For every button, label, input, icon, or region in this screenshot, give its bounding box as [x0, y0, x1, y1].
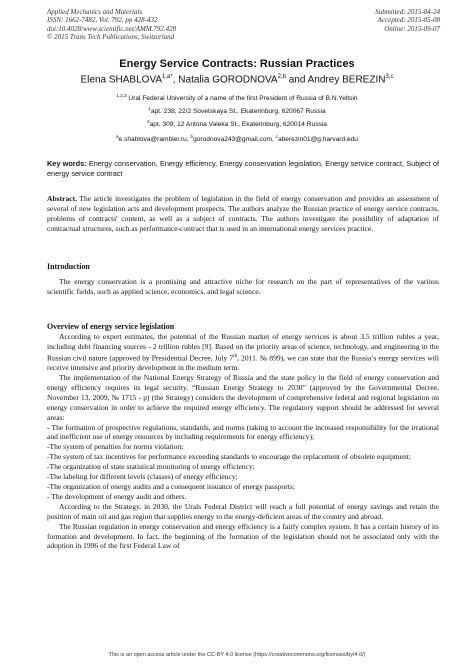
paper-title: Energy Service Contracts: Russian Practices: [119, 58, 355, 70]
list-item: -The labeling for different levels (classes) of energy efficiency;: [47, 472, 238, 482]
paragraph-text: , 2011. № 899), we can state that the Russia’s energy services will receive intensive and priority development in the medium term.: [47, 353, 439, 373]
overview-section: [47, 322, 439, 551]
email-marker: a: [116, 134, 119, 139]
author-emails: [20, 134, 454, 143]
author-separator: and: [285, 74, 308, 86]
overview-paragraph-1: [47, 332, 439, 373]
abstract-section: [47, 194, 439, 234]
abstract-label: Abstract.: [47, 194, 77, 203]
list-item: -The organization of energy audits and a consequent issuance of energy passports;: [47, 482, 295, 492]
author-name: Elena SHABLOVA: [80, 74, 163, 86]
affiliation-address-2: [20, 119, 454, 128]
keywords-text: Energy conservation, Energy efficiency, Energy conservation legislation, Energy service contract, Subject of energy service contract: [47, 159, 439, 178]
list-item: -The system of penalties for norms violation;: [47, 442, 184, 452]
author-superscript: 3,c: [385, 74, 394, 80]
overview-paragraph-4: The Russian regulation in energy conservation and energy efficiency is a fairly complex system. It has a certain history of its formation and development. In fact, the beginning of the formation of the legislation should not be associated only with the adoption in 1996 of the first Federal Law of: [47, 521, 439, 551]
affiliation-university: [20, 93, 454, 102]
author-separator: ,: [172, 74, 179, 86]
list-item: - The development of energy audit and others.: [47, 491, 187, 501]
date-superscript: th: [233, 353, 238, 359]
introduction-heading: Introduction: [47, 262, 90, 271]
affiliation-address-1: [20, 106, 454, 115]
email-address: gorodnova243@gmail.com,: [193, 136, 276, 144]
submitted-date: Submitted: 2015-04-24: [375, 8, 440, 16]
introduction-paragraph: The energy conservation is a promising and attractive niche for research on the part of representatives of the various scientific fields, such as applied science, economics, and legal science.: [47, 276, 439, 296]
accepted-date: Accepted: 2015-05-08: [377, 16, 440, 25]
journal-header: [47, 8, 176, 42]
paragraph-text: According to expert estimates, the potential of the Russian market of energy services is about 3.5 trillion rubles a year, including debt financing sources - 2 trillion rubles [9]. Based on the priority areas of science, technology, and engineering in the Russian civil nature (approved by Presidential Decree, July 7: [47, 331, 439, 363]
email-marker: b: [190, 134, 194, 139]
overview-paragraph-3: According to the Strategy, in 2030, the Urals Federal District will reach a full potential of energy savings and retain the position of main oil and gas region that supplies energy to the energy-deficient areas of the country and abroad.: [47, 501, 439, 521]
affiliation-text: apt. 238, 22/2 Sovetskaya St., Ekaterinburg, 620067 Russia: [150, 108, 326, 116]
copyright-line: © 2015 Trans Tech Publications, Switzerland: [47, 33, 175, 42]
list-item: - The formation of prospective regulations, standards, and norms (taking to account the increased responsibility for the irrational and inefficient use of energy resources by including requirements for energy efficiency);: [47, 422, 439, 442]
author-list: [20, 74, 454, 85]
list-item: -The organization of state statistical monitoring of energy efficiency;: [47, 462, 255, 472]
dates-header: [375, 8, 440, 33]
affiliation-marker: 2: [147, 119, 150, 124]
license-footer: This is an open access article under the CC-BY 4.0 license (https://creativecommons.org/licenses/by/4.0/): [108, 652, 366, 658]
email-address: aberezin01@g.harvard.edu: [277, 136, 358, 144]
introduction-section: [47, 262, 439, 297]
affiliation-marker: 1: [148, 106, 151, 111]
email-marker: c: [275, 134, 278, 139]
doi-line: doi:10.4028/www.scientific.net/AMM.792.428: [47, 24, 177, 33]
list-item: -The system of tax incentives for performance exceeding standards to encourage the replacement of obsolete equipment;: [47, 452, 411, 462]
affiliation-text: Ural Federal University of a name of the first President of Russia of B.N.Yeltsin: [126, 95, 358, 103]
issn-line: ISSN: 1662-7482, Vol. 792, pp 428-432: [47, 16, 158, 25]
abstract-text: The article investigates the problem of legislation in the field of energy conservation and provides an assessment of several of new legislation acts and development prospects. The authors analyze the Russian practice of energy service contracts, problems of contracts' content, as well as a subject of contracts. The authors investigate the possibility of adaptation of contractual structures, such as performance-contract that is used in an international energy services practice.: [47, 194, 439, 233]
online-date: Online: 2015-09-07: [384, 24, 440, 33]
author-superscript: 2,b: [277, 74, 286, 80]
overview-heading: Overview of energy service legislation: [47, 322, 175, 331]
author-name: Andrey BEREZIN: [307, 74, 386, 86]
email-address: e.shablova@rambler.ru,: [118, 136, 191, 144]
affiliation-text: apt. 309, 12 Antona Valeka St., Ekaterinburg, 620014 Russia: [149, 121, 327, 129]
journal-name: Applied Mechanics and Materials: [47, 8, 143, 16]
author-superscript: 1,a*: [162, 74, 173, 80]
keywords-label: Key words:: [47, 159, 87, 168]
keywords-section: [47, 159, 439, 179]
overview-paragraph-2: The implementation of the National Energy Strategy of Russia and the state policy in the field of energy conservation and energy efficiency requires its legal security. “Russian Energy Strategy to 2030” (approved by the Governmental Decree, November 13, 2009, № 1715 - p) (the Strategy) considers the development of comprehensive federal and regional legislation on energy conservation in order to achieve the required energy efficiency. The regulatory support should be addressed for several areas:: [47, 373, 439, 422]
author-name: Natalia GORODNOVA: [178, 74, 278, 86]
affiliation-marker: 1,2,3: [116, 93, 127, 98]
